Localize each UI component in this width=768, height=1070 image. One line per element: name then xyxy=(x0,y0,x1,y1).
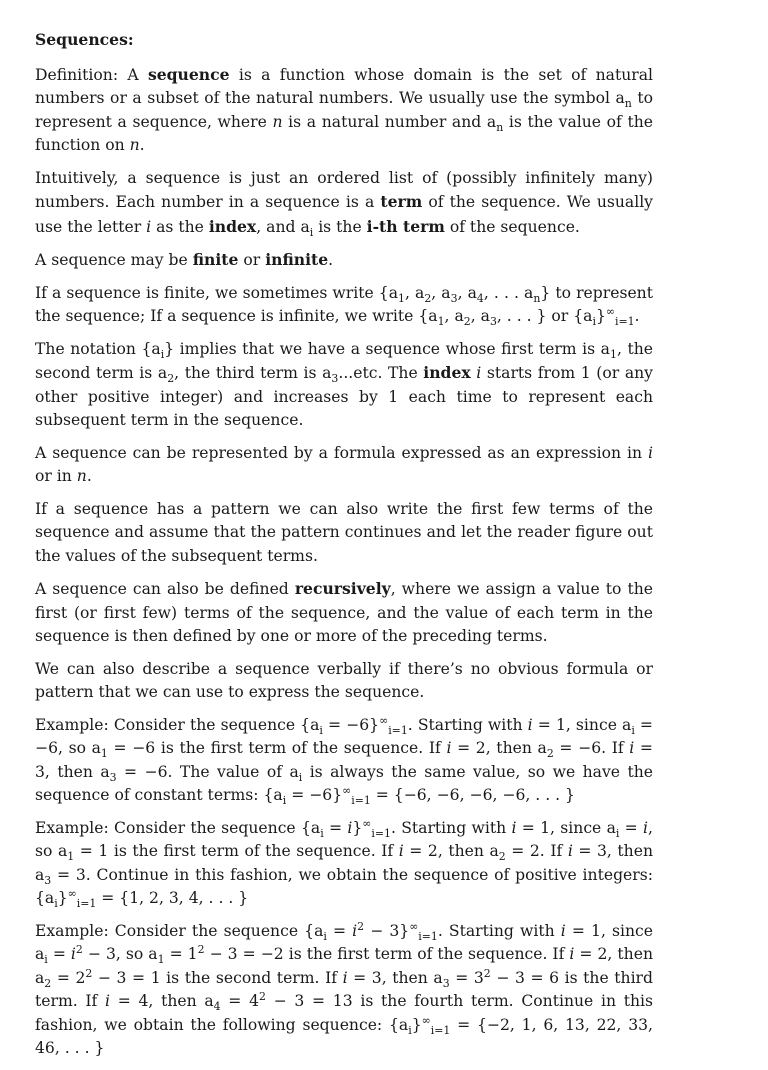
text-segment: i xyxy=(160,347,165,361)
text-segment: 2 xyxy=(483,966,491,980)
text-segment: } xyxy=(352,818,363,837)
text-segment: i xyxy=(408,1023,412,1037)
text-segment: of the sequence. xyxy=(444,217,580,236)
text-segment: = xyxy=(326,921,353,940)
text-segment: , . . . a xyxy=(483,283,534,302)
text-segment: of the sequence. We usually use the letter xyxy=(35,193,653,236)
definition-paragraph xyxy=(35,63,653,158)
text-segment: i xyxy=(569,945,575,963)
text-segment: i-th term xyxy=(366,216,445,236)
text-segment: 2 xyxy=(85,966,93,980)
text-segment: = −6. If xyxy=(553,739,630,757)
text-segment: If a sequence has a pattern we can also write the first few terms of the sequence and assume that the pattern continues and let the reader figure out the values of the subsequent terms. xyxy=(35,499,653,565)
text-segment: i xyxy=(643,818,649,837)
text-segment: = 3, then a xyxy=(35,739,654,781)
text-segment: n xyxy=(76,467,87,485)
text-segment: 1 xyxy=(437,315,445,329)
text-segment: i xyxy=(592,315,596,329)
text-segment: Example: Consider the sequence {a xyxy=(35,715,320,734)
text-segment: a xyxy=(486,112,497,131)
text-segment: = −6} xyxy=(322,715,380,734)
text-segment: or xyxy=(238,251,266,269)
text-segment: = 1, since a xyxy=(35,921,653,963)
text-segment: = 2, then a xyxy=(451,739,547,757)
document-body xyxy=(35,28,653,1070)
text-segment: i xyxy=(347,818,353,837)
text-segment: 3 xyxy=(331,372,339,386)
text-segment: 3 xyxy=(109,770,117,784)
text-segment: = {−6, −6, −6, −6, . . . } xyxy=(370,786,575,804)
text-segment: i xyxy=(54,897,58,911)
text-segment: = 1 is the first term of the sequence. If xyxy=(74,842,399,860)
text-segment: 3 xyxy=(489,315,497,329)
text-segment: i xyxy=(648,443,653,462)
text-segment: . xyxy=(634,307,640,325)
text-segment: i xyxy=(323,929,327,943)
text-segment: 2 xyxy=(75,942,83,956)
text-segment: = −6 is the first term of the sequence. If xyxy=(107,739,447,757)
text-segment: i xyxy=(631,723,635,737)
text-segment: Intuitively, a sequence is just an ordered list of (possibly infinitely many) numbers. Each number in a sequence is a xyxy=(35,168,653,211)
text-segment: = 3, then a xyxy=(35,842,653,884)
text-segment: i xyxy=(44,953,48,967)
text-segment: starts from 1 (or any other positive integer) and increases by 1 each time to represent each subsequent term in the sequence. xyxy=(35,364,653,429)
text-segment: 1 xyxy=(398,291,405,305)
text-segment: 1 xyxy=(157,953,165,967)
text-segment: } xyxy=(595,307,606,325)
text-segment: i xyxy=(298,770,303,784)
text-segment: i xyxy=(567,842,573,860)
text-segment: = 1 xyxy=(164,945,198,963)
section-title-text: Sequences: xyxy=(35,30,134,49)
text-segment: = {1, 2, 3, 4, . . . } xyxy=(96,889,249,907)
text-segment: a xyxy=(615,89,625,107)
text-segment: 3 xyxy=(450,291,458,305)
text-segment: , the third term is a xyxy=(174,364,332,382)
text-segment: i xyxy=(629,739,635,757)
text-segment: − 3 = 1 is the second term. If xyxy=(92,968,343,987)
text-segment: i xyxy=(398,842,404,860)
text-segment: A sequence can be represented by a formula expressed as an expression in xyxy=(35,443,648,462)
text-segment: = 1, since a xyxy=(532,715,632,734)
text-segment: = 2, then a xyxy=(403,842,499,860)
text-segment: i xyxy=(342,968,348,987)
text-segment: = −6. The value of a xyxy=(116,762,299,781)
text-segment: . Starting with xyxy=(437,921,561,940)
text-segment: is a natural number and xyxy=(282,112,487,131)
recursive-paragraph xyxy=(35,577,653,649)
text-segment: index xyxy=(423,363,471,382)
text-segment: i xyxy=(70,945,76,963)
text-segment: 2 xyxy=(259,989,266,1003)
text-segment: index xyxy=(208,216,257,236)
text-segment: ∞ xyxy=(409,919,419,933)
text-segment: , a xyxy=(404,283,425,302)
text-segment: 2 xyxy=(197,942,205,956)
text-segment: = 2, then a xyxy=(35,945,653,987)
text-segment: n xyxy=(129,136,140,154)
text-segment: 2 xyxy=(44,976,52,990)
text-segment: 2 xyxy=(463,315,471,329)
text-segment: 1 xyxy=(100,747,108,761)
text-segment: , . . . } or {a xyxy=(496,307,593,325)
text-segment: = 4 xyxy=(220,992,259,1010)
text-segment: 3 xyxy=(442,976,450,990)
text-segment: i=1 xyxy=(76,897,97,911)
text-segment: − 3, so a xyxy=(82,945,158,963)
text-segment: ∞ xyxy=(342,783,352,797)
text-segment: − 3 = −2 is the first term of the sequence. If xyxy=(204,945,570,963)
text-segment: . Starting with xyxy=(407,715,528,734)
text-segment: , a xyxy=(444,307,464,325)
text-segment: We can also describe a sequence verbally if there’s no obvious formula or pattern that we can use to express the sequence. xyxy=(35,659,653,701)
text-segment: = 2. If xyxy=(505,842,568,860)
text-segment: , and xyxy=(256,217,301,236)
text-segment: i=1 xyxy=(371,826,391,840)
text-segment: i xyxy=(352,921,358,940)
example-2-paragraph xyxy=(35,817,653,911)
text-segment: or in xyxy=(35,467,77,485)
text-segment: . xyxy=(139,136,145,154)
text-segment: , so a xyxy=(35,818,654,860)
text-segment: a xyxy=(300,217,310,236)
text-segment: 4 xyxy=(476,291,484,305)
text-segment: } to represent the sequence; If a sequence is infinite, we write {a xyxy=(35,283,653,325)
text-segment: ∞ xyxy=(379,713,389,727)
text-segment: i=1 xyxy=(418,929,438,943)
text-segment: . xyxy=(328,251,334,269)
text-segment: to represent a sequence, where xyxy=(35,89,653,131)
text-segment: i=1 xyxy=(388,723,408,737)
text-segment: i xyxy=(319,723,323,737)
text-segment: i xyxy=(105,992,111,1010)
text-segment: = 4, then a xyxy=(110,992,214,1010)
text-segment: A sequence can also be defined xyxy=(35,580,295,598)
text-segment: n xyxy=(624,97,632,111)
text-segment: as the xyxy=(151,217,209,236)
text-segment: If a sequence is finite, we sometimes write {a xyxy=(35,283,399,302)
text-segment: Definition: A xyxy=(35,65,148,84)
section-title xyxy=(35,28,653,53)
text-segment: finite xyxy=(192,250,239,269)
paragraph-container xyxy=(35,63,653,1061)
text-segment: term xyxy=(380,192,423,211)
text-segment: } xyxy=(57,889,68,907)
text-segment: = −6, so a xyxy=(35,715,653,757)
text-segment: } xyxy=(411,1015,422,1034)
text-segment: = 1, since a xyxy=(516,818,616,837)
text-segment: ∞ xyxy=(421,1013,431,1027)
text-segment: 3 xyxy=(44,873,52,887)
text-segment: is the xyxy=(313,217,367,236)
text-segment: = xyxy=(619,818,644,837)
verbal-paragraph xyxy=(35,658,653,705)
text-segment: − 3 = 6 is the third term. If xyxy=(35,968,653,1010)
pattern-paragraph xyxy=(35,498,653,569)
text-segment: i=1 xyxy=(430,1023,451,1037)
example-1-paragraph xyxy=(35,714,653,808)
finite-infinite-paragraph xyxy=(35,248,653,273)
text-segment: i xyxy=(511,818,517,837)
text-segment: = −6} xyxy=(286,786,343,804)
text-segment: A sequence may be xyxy=(35,251,193,269)
text-segment: i xyxy=(615,826,620,840)
text-segment: 2 xyxy=(424,291,432,305)
text-segment: 2 xyxy=(546,747,554,761)
text-segment: Example: Consider the sequence {a xyxy=(35,818,321,837)
text-segment: . xyxy=(86,467,92,485)
text-segment: = xyxy=(47,945,71,963)
text-segment: 4 xyxy=(213,1000,221,1014)
text-segment: sequence xyxy=(147,64,230,84)
text-segment: i xyxy=(446,739,452,757)
text-segment: Example: Consider the sequence {a xyxy=(35,921,324,940)
text-segment: i xyxy=(320,826,324,840)
text-segment: n xyxy=(533,291,541,305)
text-segment: − 3 = 13 is the fourth term. Continue in this fashion, we obtain the following sequence: {a xyxy=(35,992,653,1034)
text-segment: = 3, then a xyxy=(347,968,443,987)
text-segment: , a xyxy=(431,283,451,302)
text-segment: is always the same value, so we have the sequence of constant terms: {a xyxy=(35,762,653,804)
text-segment: i xyxy=(309,225,314,239)
notation-meaning-paragraph xyxy=(35,338,653,433)
text-segment: ...etc. The xyxy=(338,364,424,382)
intuition-paragraph xyxy=(35,167,653,240)
text-segment: i xyxy=(282,794,287,808)
text-segment: , a xyxy=(470,307,490,325)
text-segment: The notation {a xyxy=(35,339,161,358)
text-segment: 2 xyxy=(167,372,175,386)
example-3-paragraph xyxy=(35,920,653,1061)
text-segment: recursively xyxy=(294,579,391,598)
text-segment: . Starting with xyxy=(390,818,512,837)
text-segment: 1 xyxy=(609,347,617,361)
text-segment: i xyxy=(476,364,482,382)
text-segment: } implies that we have a sequence whose first term is a xyxy=(164,339,610,358)
text-segment: 1 xyxy=(67,850,75,864)
text-segment: is the value of the function on xyxy=(35,112,653,154)
text-segment: = 3. Continue in this fashion, we obtain the sequence of positive integers: {a xyxy=(35,865,653,907)
text-segment: 2 xyxy=(498,850,506,864)
text-segment: n xyxy=(496,120,504,134)
text-segment: ∞ xyxy=(67,886,77,900)
text-segment: , where we assign a value to the first (or first few) terms of the sequence, and the value of each term in the sequence is then defined by one or more of the preceding terms. xyxy=(35,580,653,645)
formula-paragraph xyxy=(35,442,653,489)
text-segment: − 3} xyxy=(364,921,410,940)
text-segment: = 3 xyxy=(449,968,484,987)
text-segment: ∞ xyxy=(605,304,615,318)
text-segment: i=1 xyxy=(614,315,635,329)
text-segment: i=1 xyxy=(351,794,371,808)
text-segment: is a function whose domain is the set of natural numbers or a subset of the natural numbers. We usually use the symbol xyxy=(35,65,654,107)
text-segment: = {−2, 1, 6, 13, 22, 33, 46, . . . } xyxy=(35,1015,653,1057)
text-segment: , a xyxy=(457,283,477,302)
text-segment: n xyxy=(272,112,283,131)
text-segment: i xyxy=(560,921,566,940)
text-segment: infinite xyxy=(265,250,329,269)
text-segment: i xyxy=(527,715,533,734)
notation-write-paragraph xyxy=(35,282,653,329)
text-segment: i xyxy=(146,217,152,236)
text-segment: = xyxy=(323,818,348,837)
text-segment: ∞ xyxy=(362,816,372,830)
text-segment: = 2 xyxy=(51,968,86,987)
text-segment: 2 xyxy=(357,919,365,933)
text-segment: , the second term is a xyxy=(35,339,653,382)
